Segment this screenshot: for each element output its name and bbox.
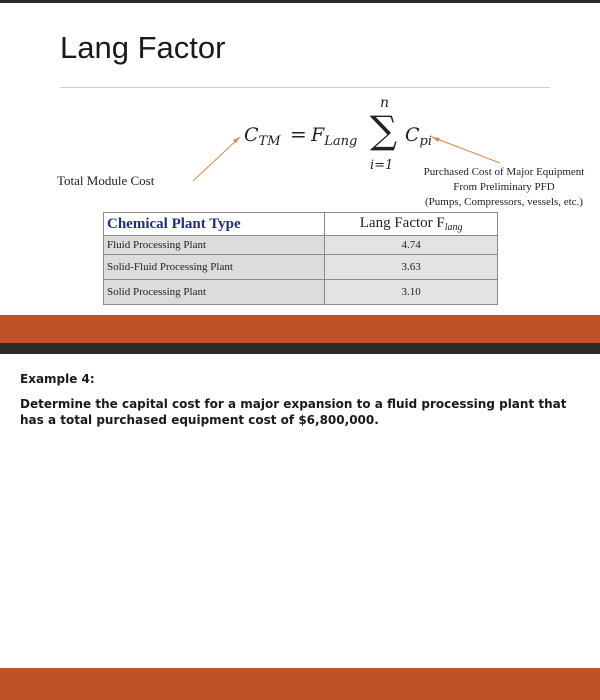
table-header-row [104, 213, 498, 236]
table-row [104, 255, 498, 280]
table-row [104, 280, 498, 305]
equation-lhs-subscript: TM [258, 134, 281, 149]
summation-sigma: ∑ [370, 108, 398, 152]
lang-factor-table [103, 212, 498, 305]
equation-term: $C_{pi}$ [405, 124, 433, 149]
lang-factor-cell: 3.63 [325, 255, 498, 280]
example-title: Example 4: [20, 372, 95, 386]
dark-band [0, 343, 600, 354]
slide-title: Lang Factor [60, 30, 226, 65]
bottom-orange-band [0, 668, 600, 700]
summation-lower-limit: i=1 [370, 158, 394, 173]
equation-factor: $F_{Lang}$ [311, 124, 358, 149]
orange-band [0, 315, 600, 343]
col-header-lang-factor: Lang Factor $F_{lang}$ [325, 213, 498, 236]
plant-type-cell: Solid-Fluid Processing Plant [104, 255, 325, 280]
plant-type-cell: Solid Processing Plant [104, 280, 325, 305]
purchased-cost-line-2: From Preliminary PFD [453, 181, 555, 193]
table-row [104, 236, 498, 255]
equation-equals: = [290, 122, 307, 146]
lang-factor-subscript: lang [444, 222, 463, 233]
total-module-arrow [193, 137, 240, 181]
summation-upper-limit: n [380, 95, 390, 111]
equation-factor-subscript: Lang [324, 134, 358, 149]
purchased-cost-arrowhead [432, 137, 440, 142]
equation-lhs: $C_{TM}$ [244, 124, 281, 149]
equation-term-subscript: pi [419, 134, 433, 149]
lang-factor-cell: 3.10 [325, 280, 498, 305]
col-header-plant-type: Chemical Plant Type [104, 213, 325, 236]
total-module-cost-label: Total Module Cost [57, 173, 155, 188]
example-question: Determine the capital cost for a major expansion to a fluid processing plant that has a total purchased equipment cost of $6,800,000. [20, 397, 567, 427]
lang-factor-cell: 4.74 [325, 236, 498, 255]
purchased-cost-label [408, 165, 600, 210]
purchased-cost-line-3: (Pumps, Compressors, vessels, etc.) [425, 196, 583, 208]
purchased-cost-line-1: Purchased Cost of Major Equipment [423, 166, 585, 178]
plant-type-cell: Fluid Processing Plant [104, 236, 325, 255]
purchased-cost-arrow [432, 137, 500, 163]
